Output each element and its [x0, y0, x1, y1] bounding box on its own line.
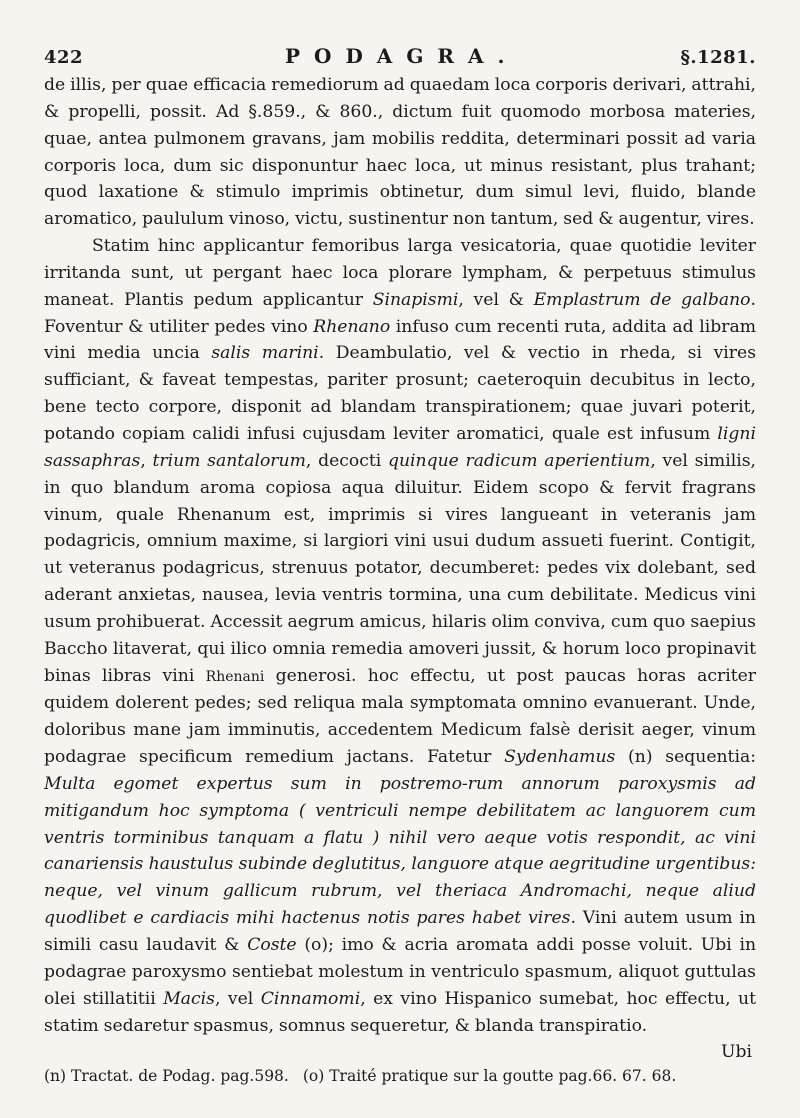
section-number: §.1281. [680, 47, 756, 68]
text-run: , decocti [305, 450, 388, 471]
text-run: , vel & [458, 289, 534, 310]
italic-term: Rhenano [313, 316, 391, 337]
text-run: generosi. hoc effectu, ut post paucas horas acriter quidem dolerent pedes; sed reliqua mala symptomata omnino evanuerant. Unde, doloribus mane jam imminutis, accedentem Medicum falsè derisit aeger, vinum podagrae specificum remedium jactans. Fatetur [44, 665, 756, 768]
text-run: . Vini autem usum in simili casu laudavit & [44, 908, 756, 955]
italic-term: Cinnamomi [260, 988, 361, 1009]
page-number: 422 [44, 47, 84, 68]
text-run: Statim hinc applicantur femoribus larga vesicatoria, quae quotidie leviter irritanda sunt, ut pergant haec loca plorare lympham, & perpetuus stimulus maneat. Plantis pedum applicantur [44, 236, 756, 310]
text-run: , vel [214, 988, 261, 1009]
text-run: (n) sequentia: [615, 747, 757, 768]
italic-quotation: Multa egomet expertus sum in postremo-rum annorum paroxysmis ad mitigandum hoc symptoma ( ventriculi nempe debilitatem ac languorem cum ventris torminibus tanquam a flatu ) nihil vero aeque votis respondit, ac vini canariensis haustulus subinde deglutitus, languore atque aegritudine urgentibus: neque, vel vinum gallicum rubrum, vel theriaca Andromachi, neque aliud quodlibet e cardiacis mihi hactenus notis pares habet vires [44, 773, 756, 929]
footnote-n: (n) Tractat. de Podag. pag.598. [44, 1067, 289, 1086]
text-run: , [140, 450, 153, 471]
running-title: PODAGRA. [285, 44, 519, 68]
paragraph-1: de illis, per quae efficacia remediorum ad quaedam loca corporis derivari, attrahi, & propelli, possit. Ad §.859., & 860., dictum fuit quomodo morbosa materies, quae, antea pulmonem gravans, jam mobilis reddita, determinari possit ad varia corporis loca, dum sic disponuntur haec loca, ut minus resistant, plus trahant; quod laxatione & stimulo imprimis obtinetur, dum simul levi, fluido, blande aromatico, paululum vinoso, victu, sustinentur non tantum, sed & augentur, vires. [44, 75, 756, 230]
italic-term: Macis [163, 988, 215, 1009]
italic-term: Emplastrum de galbano [533, 289, 751, 310]
italic-term: Sinapismi [372, 289, 459, 310]
footnote-o: (o) Traité pratique sur la goutte pag.66. 67. 68. [302, 1067, 677, 1086]
text-run: (o); imo & acria aromata addi posse voluit. Ubi in podagrae paroxysmo sentiebat molestum in ventriculo spasmum, aliquot guttulas olei stillatitii [44, 935, 757, 1009]
running-head [44, 44, 756, 72]
text-run: , ex vino Hispanico sumebat, hoc effectu, ut statim sedaretur spasmus, somnus sequeretur, & blanda transpiratio. [44, 988, 756, 1036]
italic-term: salis marini [211, 343, 319, 364]
text-run: , vel similis, in quo blandum aroma copiosa aqua diluitur. Eidem scopo & fervit fragrans vinum, quale Rhenanum est, imprimis si vires langueant in veteranis jam podagricis, omnium maxime, si largiori vini usui dudum assueti fuerint. Contigit, ut veteranus podagricus, strenuus potator, decumberet: pedes vix dolebant, sed aderant anxietas, nausea, levia ventris tormina, una cum debilitate. Medicus vini usum prohibuerat. Accessit aegrum amicus, hilaris olim conviva, cum quo saepius Baccho litaverat, qui ilico omnia remedia amoveri jussit, & horum loco propinavit binas libras vini [44, 450, 756, 686]
text-run: . Foventur & utiliter pedes vino [44, 289, 756, 337]
italic-author: Sydenhamus [504, 747, 616, 768]
italic-term: quinque radicum aperientium [387, 450, 651, 471]
paragraph-2 [44, 233, 756, 1039]
text-run: infuso cum recenti ruta, addita ad libram vini media uncia [44, 316, 756, 364]
body-text [44, 72, 756, 1039]
catchword: Ubi [721, 1042, 752, 1063]
italic-author: Coste [247, 935, 297, 955]
small-term: Rhenani [205, 668, 265, 685]
italic-term: ligni sassaphras [44, 423, 756, 471]
text-run: . Deambulatio, vel & vectio in rheda, si vires sufficiant, & faveat tempestas, pariter prosunt; caeteroquin decubitus in lecto, bene tecto corpore, disponit ad blandam transpirationem; quae juvari poterit, potando copiam calidi infusi cujusdam leviter aromatici, quale est infusum [44, 343, 757, 444]
italic-term: trium santalorum [152, 450, 306, 471]
footnotes [44, 1065, 756, 1087]
